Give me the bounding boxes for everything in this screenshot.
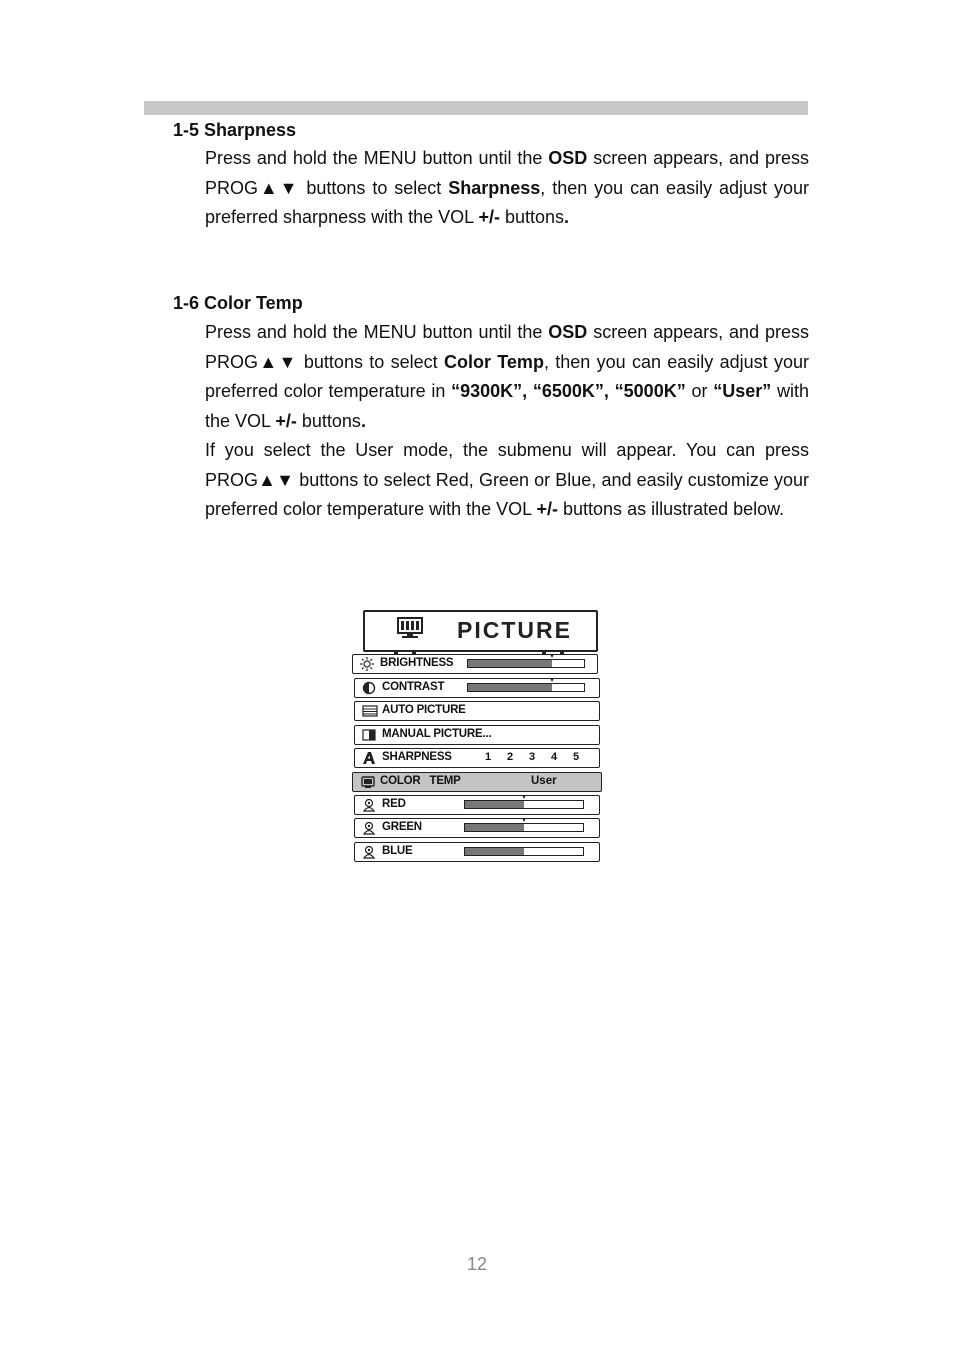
osd-title: PICTURE <box>457 617 572 643</box>
slider-fill <box>465 848 524 855</box>
osd-row-label: RED <box>382 798 406 810</box>
blue-icon <box>362 845 376 859</box>
color-temp-value: User <box>531 775 557 787</box>
slider-fill <box>468 660 552 667</box>
slider-fill <box>468 684 552 691</box>
osd-row-label: GREEN <box>382 821 422 833</box>
osd-row-label: BRIGHTNESS <box>380 657 454 669</box>
green-icon <box>362 821 376 835</box>
osd-row-label: BLUE <box>382 845 413 857</box>
osd-row-brightness[interactable] <box>352 654 598 674</box>
sun-icon <box>360 657 374 671</box>
osd-row-red[interactable] <box>354 795 600 815</box>
sharpness-level-3[interactable]: 3 <box>529 751 536 763</box>
contrast-slider[interactable] <box>467 683 585 692</box>
brightness-slider[interactable] <box>467 659 585 668</box>
tv-icon <box>397 617 423 639</box>
osd-row-contrast[interactable] <box>354 678 600 698</box>
slider-fill <box>465 824 524 831</box>
color-temp-icon <box>360 775 376 789</box>
slider-fill <box>465 801 524 808</box>
slider-marker <box>522 818 526 822</box>
osd-row-label: COLOR TEMP <box>380 775 461 787</box>
sharpness-paragraph: Press and hold the MENU button until the OSD screen appears, and press PROG▲▼ buttons to select Sharpness, then you can easily adjust your preferred sharpness with the VOL +/- buttons. <box>205 148 809 227</box>
page-number: 12 <box>466 1254 488 1274</box>
osd-row-label: MANUAL PICTURE... <box>382 728 492 740</box>
red-icon <box>362 798 376 812</box>
section-heading-color-temp: 1-6 Color Temp <box>173 293 303 313</box>
sharpness-icon <box>362 751 376 765</box>
slider-marker <box>522 795 526 799</box>
blue-slider[interactable] <box>464 847 584 856</box>
section-heading-sharpness: 1-5 Sharpness <box>173 120 297 140</box>
green-slider[interactable] <box>464 823 584 832</box>
osd-row-color-temp[interactable] <box>352 772 602 792</box>
slider-marker <box>550 678 554 682</box>
auto-picture-icon <box>362 704 378 718</box>
osd-row-label: CONTRAST <box>382 681 445 693</box>
sharpness-level-5[interactable]: 5 <box>573 751 580 763</box>
osd-row-label: SHARPNESS <box>382 751 452 763</box>
osd-row-manual-picture[interactable] <box>354 725 600 745</box>
manual-picture-icon <box>362 728 376 742</box>
sharpness-level-1[interactable]: 1 <box>485 751 492 763</box>
osd-title-box <box>363 610 598 652</box>
header-rule <box>144 101 808 115</box>
red-slider[interactable] <box>464 800 584 809</box>
osd-row-sharpness[interactable] <box>354 748 600 768</box>
sharpness-level-4[interactable]: 4 <box>551 751 558 763</box>
osd-row-auto-picture[interactable] <box>354 701 600 721</box>
color-temp-paragraph: Press and hold the MENU button until the OSD screen appears, and press PROG▲▼ buttons to select Color Temp, then you can easily adjust your preferred color temperature in “9300K”, “6500K”, “5000K” or “User” with the VOL +/- buttons. If you select the User mode, the submenu will appear. You can press PROG▲▼ buttons to select Red, Green or Blue, and easily customize your preferred color temperature with the VOL +/- buttons as illustrated below. <box>205 322 810 519</box>
osd-row-green[interactable] <box>354 818 600 838</box>
sharpness-level-2[interactable]: 2 <box>507 751 514 763</box>
contrast-icon <box>362 681 376 695</box>
slider-marker <box>550 654 554 658</box>
osd-picture-menu <box>350 608 606 866</box>
osd-row-label: AUTO PICTURE <box>382 704 466 716</box>
osd-row-blue[interactable] <box>354 842 600 862</box>
